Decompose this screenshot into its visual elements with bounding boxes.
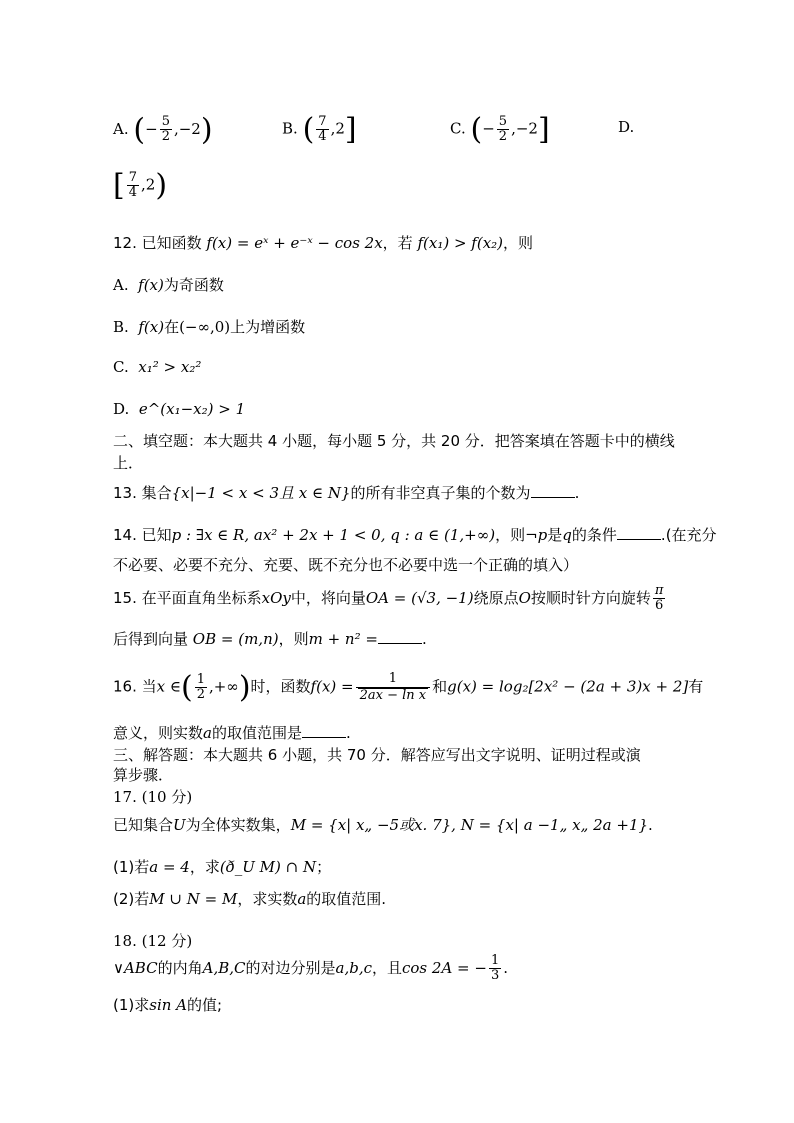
section-2-heading-line1: 二、填空题：本大题共 4 小题，每小题 5 分，共 20 分．把答案填在答题卡中的横线 [113,432,675,450]
q18-stem: ∨ABC的内角A,B,C的对边分别是a,b,c，且cos 2A = − $\frac{1}{3}$ . [113,953,509,984]
q18-part1: (1)求sin A的值; [113,996,223,1014]
q17-title: 17. (10 分) [113,788,193,806]
q12-option-a: A. f(x)为奇函数 [113,276,224,294]
q16-line1: 16. 当x ∈( $\frac{1}{2}$ ,+∞)时，函数f(x) = $\frac{1}{\text{2ax − ln x}}$ 和g(x) = log₂[2x² − (2a + 3)x + 2]有 [113,670,704,705]
section-2-heading-line2: 上． [113,454,144,472]
q18-title: 18. (12 分) [113,932,193,950]
q11-option-d: [ $\frac{7}{4}$ ,2) [113,168,168,203]
q13: 13. 集合{x|−1 < x < 3且 x ∈ N}的所有非空真子集的个数为 . [113,484,580,502]
section-3-heading-line1: 三、解答题：本大题共 6 小题，共 70 分．解答应写出文字说明、证明过程或演 [113,746,641,764]
q16-answer-blank[interactable] [302,723,346,738]
q14-answer-blank[interactable] [617,525,661,540]
q13-answer-blank[interactable] [531,483,575,498]
q17-part2: (2)若M ∪ N = M，求实数a的取值范围. [113,890,387,908]
q11-option-b: B. ( $\frac{7}{4}$ ,2] [282,112,357,147]
q11-option-a: A. (− $\frac{5}{2}$ ,−2) [113,112,213,147]
q15-line1: 15. 在平面直角坐标系xOy中，将向量OA = (√3, −1)绕原点O按顺时针方向旋转 $\frac{\pi}{6}$ [113,583,664,614]
q14-line2: 不必要、必要不充分、充要、既不充分也不必要中选一个正确的填入） [113,556,579,574]
q15-line2: 后得到向量 OB = (m,n)，则m + n² = . [113,630,427,648]
q11-options [113,112,213,147]
q11-option-c: C. (− $\frac{5}{2}$ ,−2] [450,112,550,147]
q12-option-c: C. x₁² > x₂² [113,358,202,376]
q11-option-d-label: D. [618,118,635,136]
q15-answer-blank[interactable] [378,629,422,644]
q17-part1: (1)若a = 4，求(ð_U M) ∩ N； [113,858,332,876]
q16-line2: 意义，则实数a的取值范围是 . [113,724,351,742]
q12-stem: 12. 已知函数 f(x) = eˣ + e⁻ˣ − cos 2x，若 f(x₁) > f(x₂)，则 [113,234,534,252]
q14-line1: 14. 已知p : ∃x ∈ R, ax² + 2x + 1 < 0, q : a ∈ (1,+∞)，则¬p是q的条件 .(在充分 [113,526,717,544]
q17-stem: 已知集合U为全体实数集，M = {x| x„ −5或x. 7}, N = {x| a −1„ x„ 2a +1}. [113,816,653,834]
q12-option-d: D. e^(x₁−x₂) > 1 [113,400,246,418]
q12-option-b: B. f(x)在(−∞,0)上为增函数 [113,318,306,336]
section-3-heading-line2: 算步骤． [113,766,174,784]
